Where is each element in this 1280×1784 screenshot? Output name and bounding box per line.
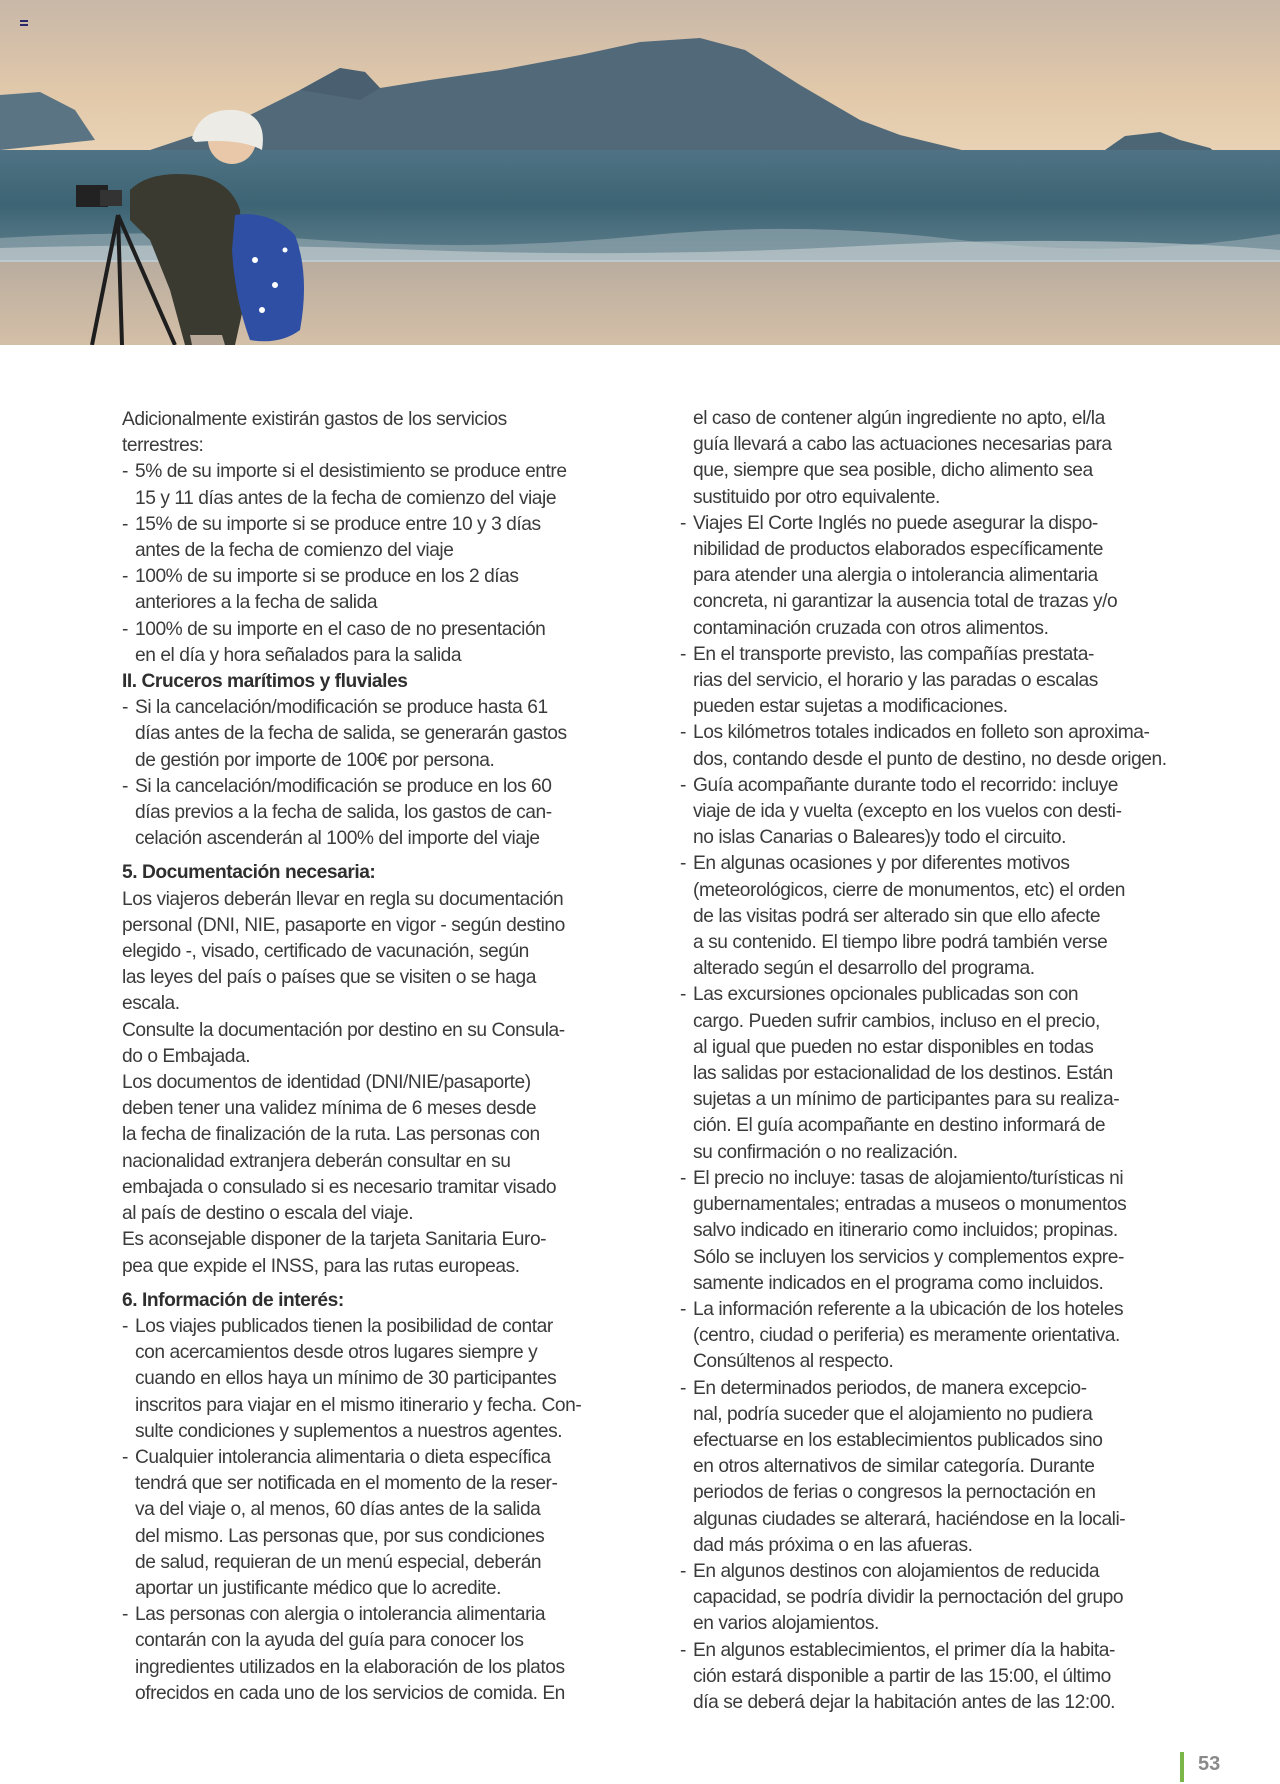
intro-paragraph: Adicionalmente existirán gastos de los servicios terrestres: <box>122 409 507 457</box>
list-item: - Las excursiones opcionales publicadas son con cargo. Pueden sufrir cambios, incluso en el precio, al igual que pueden no estar disponibles en todas las salidas por estacionalidad de los destinos. Están sujetas a un mínimo de participantes para su realiza- ción. El guía acompañante en destino informará de su confirmación o no realización. <box>680 982 1210 1165</box>
list-item: - 100% de su importe si se produce en los 2 días anteriores a la fecha de salida <box>122 564 642 616</box>
terrestrial-fees-list <box>122 459 642 669</box>
list-item: - En algunos destinos con alojamientos de reducida capacidad, se podría dividir la pernoctación del grupo en varios alojamientos. <box>680 1559 1210 1638</box>
list-item: - La información referente a la ubicación de los hoteles (centro, ciudad o periferia) es meramente orientativa. Consúltenos al respecto. <box>680 1297 1210 1376</box>
documentation-paragraph: Consulte la documentación por destino en su Consula- do o Embajada. <box>122 1019 565 1067</box>
documentation-paragraph: Los viajeros deberán llevar en regla su documentación personal (DNI, NIE, pasaporte en vigor - según destino elegido -, visado, certificado de vacunación, según las leyes del país o países que se visiten o se haga escala. <box>122 888 565 1015</box>
list-item: - Si la cancelación/modificación se produce hasta 61 días antes de la fecha de salida, se generarán gastos de gestión por importe de 100€ por persona. <box>122 695 642 774</box>
information-list <box>122 1314 642 1707</box>
list-item: - Las personas con alergia o intolerancia alimentaria contarán con la ayuda del guía para conocer los ingredientes utilizados en la elaboración de los platos ofrecidos en cada uno de los servicios de comida. En <box>122 1602 642 1707</box>
list-item: - 5% de su importe si el desistimiento se produce entre 15 y 11 días antes de la fecha de comienzo del viaje <box>122 459 642 511</box>
list-item: - El precio no incluye: tasas de alojamiento/turísticas ni gubernamentales; entradas a museos o monumentos salvo indicado en itinerario como incluidos; propinas. Sólo se incluyen los servicios y complementos expre- samente indicados en el programa como incluidos. <box>680 1166 1210 1297</box>
list-item: - Los kilómetros totales indicados en folleto son aproxima- dos, contando desde el punto de destino, no desde origen. <box>680 720 1210 772</box>
cruises-heading: II. Cruceros marítimos y fluviales <box>122 671 408 693</box>
left-column <box>122 407 642 1707</box>
list-item: - En determinados periodos, de manera excepcio- nal, podría suceder que el alojamiento no pudiera efectuarse en los establecimientos publicados sino en otros alternativos de similar categoría. Durante periodos de ferias o congresos la pernoctación en algunas ciudades se alterará, haciéndose en la locali- dad más próxima o en las afueras. <box>680 1376 1210 1559</box>
list-item: - Los viajes publicados tienen la posibilidad de contar con acercamientos desde otros lugares siempre y cuando en ellos haya un mínimo de 30 participantes inscritos para viajar en el mismo itinerario y fecha. Con- sulte condiciones y suplementos a nuestros agentes. <box>122 1314 642 1445</box>
information-list-continued <box>680 511 1210 1716</box>
list-item: - Cualquier intolerancia alimentaria o dieta específica tendrá que ser notificada en el momento de la reser- va del viaje o, al menos, 60 días antes de la salida del mismo. Las personas que, por sus condiciones de salud, requieran de un menú especial, deberán aportar un justificante médico que lo acredite. <box>122 1445 642 1602</box>
page-number-accent-bar <box>1180 1752 1184 1782</box>
list-item: - En algunos establecimientos, el primer día la habita- ción estará disponible a partir de las 15:00, el último día se deberá dejar la habitación antes de las 12:00. <box>680 1638 1210 1717</box>
continuation-paragraph: el caso de contener algún ingrediente no apto, el/la guía llevará a cabo las actuaciones necesarias para que, siempre que sea posible, dicho alimento sea sustituido por otro equivalente. <box>693 408 1112 508</box>
right-column <box>680 406 1210 1716</box>
list-item: - 15% de su importe si se produce entre 10 y 3 días antes de la fecha de comienzo del viaje <box>122 512 642 564</box>
page-number: 53 <box>1198 1753 1221 1775</box>
menu-icon[interactable] <box>20 20 28 26</box>
cruise-fees-list <box>122 695 642 852</box>
list-item: - Viajes El Corte Inglés no puede asegurar la dispo- nibilidad de productos elaborados específicamente para atender una alergia o intolerancia alimentaria concreta, ni garantizar la ausencia total de trazas y/o contaminación cruzada con otros alimentos. <box>680 511 1210 642</box>
list-item: - Si la cancelación/modificación se produce en los 60 días previos a la fecha de salida, los gastos de can- celación ascenderán al 100% del importe del viaje <box>122 774 642 853</box>
list-item: - Guía acompañante durante todo el recorrido: incluye viaje de ida y vuelta (excepto en los vuelos con desti- no islas Canarias o Baleares)y todo el circuito. <box>680 773 1210 852</box>
documentation-paragraph: Los documentos de identidad (DNI/NIE/pasaporte) deben tener una validez mínima de 6 meses desde la fecha de finalización de la ruta. Las personas con nacionalidad extranjera deberán consultar en su embajada o consulado si es necesario tramitar visado al país de destino o escala del viaje. <box>122 1072 557 1225</box>
information-heading: 6. Información de interés: <box>122 1289 344 1311</box>
list-item: - En el transporte previsto, las compañías prestata- rias del servicio, el horario y las paradas o escalas pueden estar sujetas a modificaciones. <box>680 642 1210 721</box>
documentation-paragraph: Es aconsejable disponer de la tarjeta Sanitaria Euro- pea que expide el INSS, para las rutas europeas. <box>122 1229 547 1277</box>
header-photo <box>0 0 1280 345</box>
documentation-heading: 5. Documentación necesaria: <box>122 862 376 884</box>
list-item: - En algunas ocasiones y por diferentes motivos (meteorológicos, cierre de monumentos, etc) el orden de las visitas podrá ser alterado sin que ello afecte a su contenido. El tiempo libre podrá también verse alterado según el desarrollo del programa. <box>680 851 1210 982</box>
list-item: - 100% de su importe en el caso de no presentación en el día y hora señalados para la salida <box>122 617 642 669</box>
coastal-landscape-illustration <box>0 0 1280 345</box>
